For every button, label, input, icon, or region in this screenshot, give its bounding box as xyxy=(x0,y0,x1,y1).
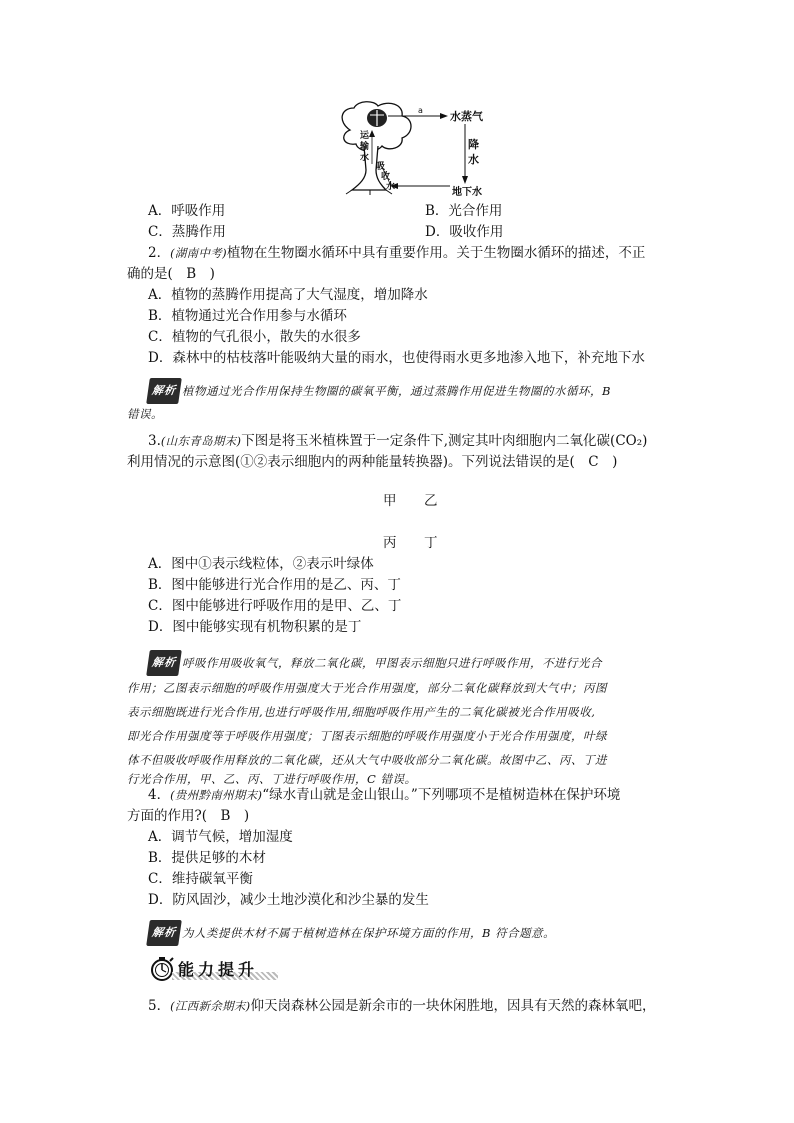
diagram-label-absorb3: 水 xyxy=(386,182,396,192)
q1-option-d: D．吸收作用 xyxy=(425,224,504,240)
q3-stem1: 下图是将玉米植株置于一定条件下,测定其叶肉细胞内二氧化碳(CO₂) xyxy=(241,433,648,449)
diagram-label-absorb2: 收 xyxy=(381,172,391,182)
diagram-label-rain2: 水 xyxy=(468,153,479,166)
q3-number: 3. xyxy=(148,433,161,449)
explanation-badge: 解析 xyxy=(146,378,182,404)
q4-stem1: “绿水青山就是金山银山。”下列哪项不是植树造林在保护环境 xyxy=(262,787,621,803)
q2-stem-line1 xyxy=(148,243,645,264)
q3-option-b: B．图中能够进行光合作用的是乙、丙、丁 xyxy=(148,577,401,593)
q3-explanation-line6: 行光合作用，甲、乙、丙、丁进行呼吸作用，C 错误。 xyxy=(127,772,417,786)
q4-stem-line1 xyxy=(148,785,620,806)
q3-fig-bing: 丙 xyxy=(383,535,397,551)
q2-explanation-line1 xyxy=(148,378,611,404)
q2-stem-line2: 确的是( B ) xyxy=(127,266,215,282)
q4-explanation: 为人类提供木材不属于植树造林在保护环境方面的作用，B 符合题意。 xyxy=(182,926,556,940)
q5-stem-line1 xyxy=(148,996,655,1017)
q4-option-d: D．防风固沙，减少土地沙漠化和沙尘暴的发生 xyxy=(148,892,429,908)
q1-option-b: B．光合作用 xyxy=(425,203,503,219)
q5-number: 5． xyxy=(148,998,171,1014)
q3-explanation-line4: 即光合作用强度等于呼吸作用强度；丁图表示细胞的呼吸作用强度小于光合作用强度，叶绿 xyxy=(127,729,607,743)
q1-option-c: C．蒸腾作用 xyxy=(148,224,226,240)
q3-source: (山东青岛期末) xyxy=(160,434,242,448)
diagram-label-rain1: 降 xyxy=(468,138,479,151)
section-header xyxy=(148,954,278,982)
diagram-label-transport1: 运 xyxy=(360,131,370,141)
explanation-badge: 解析 xyxy=(146,920,182,946)
q3-stem-line1 xyxy=(148,431,647,452)
q3-explanation-line5: 体不但吸收呼吸作用释放的二氧化碳，还从大气中吸收部分二氧化碳。故图中乙、丙、丁进 xyxy=(127,753,607,767)
q2-stem1: 植物在生物圈水循环中具有重要作用。关于生物圈水循环的描述，不正 xyxy=(226,245,646,261)
q3-fig-ding: 丁 xyxy=(424,535,438,551)
q3-option-a: A．图中①表示线粒体，②表示叶绿体 xyxy=(148,556,374,572)
q2-option-c: C．植物的气孔很小，散失的水很多 xyxy=(148,329,361,345)
diagram-label-transport3: 水 xyxy=(360,153,370,163)
q4-option-a: A．调节气候，增加湿度 xyxy=(148,829,293,845)
q2-explanation1: 植物通过光合作用保持生物圈的碳氧平衡，通过蒸腾作用促进生物圈的水循环，B xyxy=(182,384,611,398)
q5-source: (江西新余期末) xyxy=(170,999,251,1013)
q3-option-d: D．图中能够实现有机物积累的是丁 xyxy=(148,619,362,635)
q2-source: (湖南中考) xyxy=(170,246,227,260)
q3-explanation-line2: 作用；乙图表示细胞的呼吸作用强度大于光合作用强度，部分二氧化碳释放到大气中；丙图 xyxy=(127,681,607,695)
diagram-label-groundwater: 地下水 xyxy=(452,187,482,198)
q4-option-c: C．维持碳氧平衡 xyxy=(148,871,253,887)
q4-option-b: B．提供足够的木材 xyxy=(148,850,266,866)
q3-explanation1: 呼吸作用吸收氧气，释放二氧化碳，甲图表示细胞只进行呼吸作用，不进行光合 xyxy=(182,656,602,670)
diagram-label-transport2: 输 xyxy=(360,142,370,152)
q2-number: 2． xyxy=(148,245,171,261)
q3-stem-line2: 利用情况的示意图(①②表示细胞内的两种能量转换器)。下列说法错误的是( C ) xyxy=(127,454,618,470)
q4-stem-line2: 方面的作用?( B ) xyxy=(127,808,250,824)
q4-explanation-line1 xyxy=(148,920,555,946)
q2-option-d: D．森林中的枯枝落叶能吸纳大量的雨水，也使得雨水更多地渗入地下，补充地下水 xyxy=(148,350,645,366)
explanation-badge: 解析 xyxy=(146,650,182,676)
q5-stem: 仰天岗森林公园是新余市的一块休闲胜地，因具有天然的森林氧吧， xyxy=(250,998,656,1014)
section-title: 能力提升 xyxy=(178,960,259,979)
q3-explanation-line1 xyxy=(148,650,602,676)
diagram-label-absorb1: 吸 xyxy=(376,162,386,172)
q3-fig-yi: 乙 xyxy=(424,493,438,509)
q2-option-b: B．植物通过光合作用参与水循环 xyxy=(148,308,347,324)
q4-number: 4． xyxy=(148,787,171,803)
q1-option-a: A．呼吸作用 xyxy=(148,203,226,219)
diagram-label-a: a xyxy=(418,106,423,115)
q2-explanation-line2: 错误。 xyxy=(127,407,163,421)
q4-source: (贵州黔南州期末) xyxy=(170,788,263,802)
q2-option-a: A．植物的蒸腾作用提高了大气湿度，增加降水 xyxy=(148,287,428,303)
q3-fig-jia: 甲 xyxy=(383,493,397,509)
q3-option-c: C．图中能够进行呼吸作用的是甲、乙、丁 xyxy=(148,598,402,614)
diagram-label-vapor: 水蒸气 xyxy=(450,110,483,123)
q3-explanation-line3: 表示细胞既进行光合作用,也进行呼吸作用,细胞呼吸作用产生的二氧化碳被光合作用吸收, xyxy=(127,705,596,719)
